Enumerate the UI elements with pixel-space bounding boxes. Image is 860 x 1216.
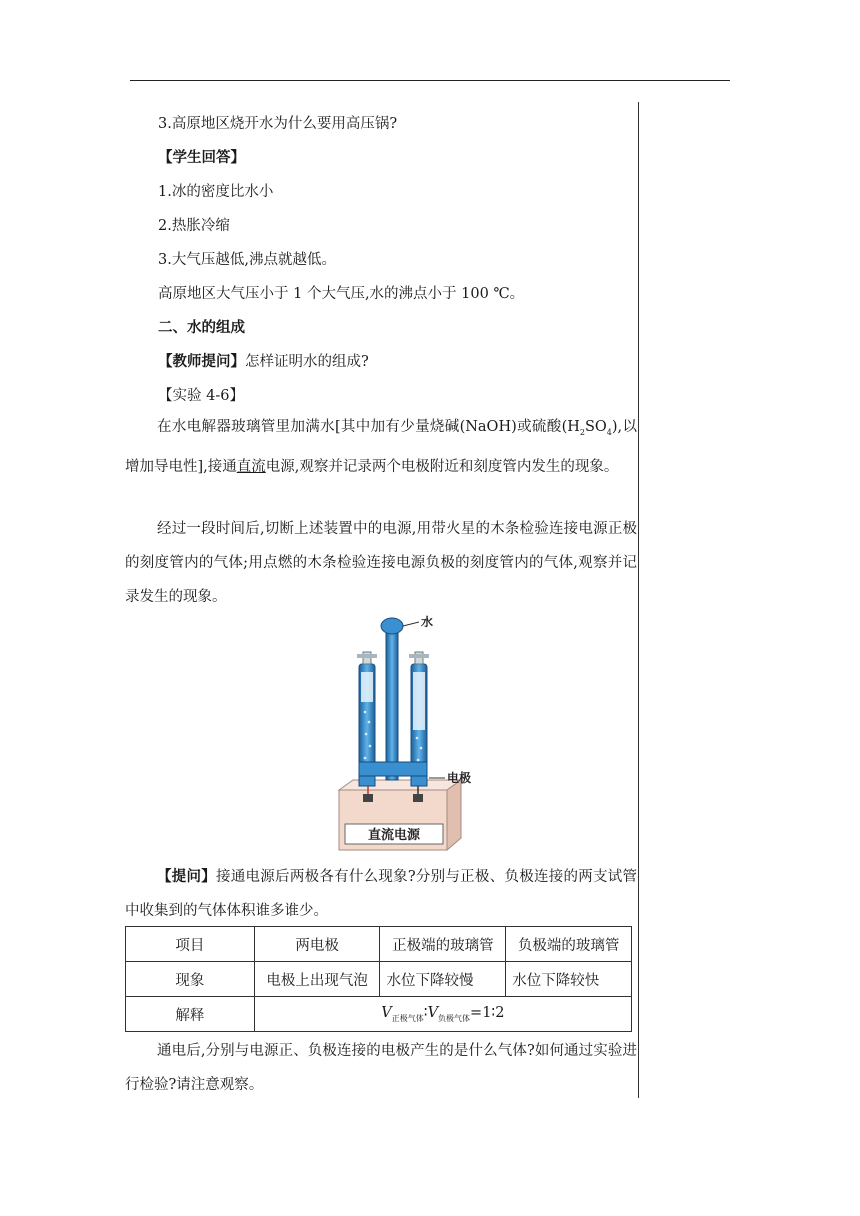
margin-rule	[638, 102, 639, 1098]
teacher-question	[158, 350, 369, 371]
table-cell: 负极端的玻璃管	[506, 927, 632, 962]
table-cell: 项目	[126, 927, 255, 962]
power-label: 直流电源	[367, 827, 421, 842]
center-tube	[386, 630, 398, 780]
question-paragraph	[125, 860, 637, 928]
right-electrode-holder	[411, 776, 427, 786]
ratio-sub2: 负极气体	[438, 1013, 471, 1023]
student-answer-header: 【学生回答】	[158, 149, 245, 166]
ratio-colon: ∶	[423, 1004, 428, 1021]
observation-table	[125, 926, 632, 1032]
para1-sub-4: 4	[606, 427, 612, 437]
table-cell: 正极端的玻璃管	[380, 927, 506, 962]
left-electrode-holder	[359, 776, 375, 786]
ratio-sub1: 正极气体	[391, 1013, 424, 1023]
ratio-v2: V	[427, 1004, 439, 1021]
para1-underlined: 直流	[236, 458, 266, 475]
ratio-v1: V	[381, 1004, 392, 1021]
table-cell: 电极上出现气泡	[254, 962, 380, 997]
closing-paragraph: 通电后,分别与电源正、负极连接的电极产生的是什么气体?如何通过实验进行检验?请注意观察。	[125, 1043, 637, 1093]
table-cell: 水位下降较快	[506, 962, 632, 997]
table-cell: 水位下降较慢	[380, 962, 506, 997]
reservoir-bulb	[381, 618, 403, 634]
water-label: 水	[421, 615, 434, 629]
power-supply-side	[447, 780, 461, 850]
power-supply-top	[339, 780, 461, 790]
terminal-right	[413, 794, 423, 802]
header-rule	[130, 80, 730, 81]
question-label: 【提问】	[157, 868, 217, 885]
teacher-question-text: 怎样证明水的组成?	[245, 354, 369, 370]
answer-1: 1.冰的密度比水小	[158, 184, 274, 200]
para1-sub-2: 2	[579, 427, 585, 437]
teacher-question-label: 【教师提问】	[158, 353, 245, 370]
section-heading: 二、水的组成	[158, 319, 245, 336]
question-text: 接通电源后两极各有什么现象?分别与正极、负极连接的两支试管中收集到的气体体积谁多谁少。	[125, 869, 637, 919]
table-row	[126, 927, 632, 962]
electrolysis-apparatus-figure	[333, 612, 483, 852]
experiment-label: 【实验 4-6】	[158, 388, 244, 404]
left-tube-gas	[361, 672, 373, 702]
experiment-paragraph-2: 经过一段时间后,切断上述装置中的电源,用带火星的木条检验连接电源正极的刻度管内的气体;用点燃的木条检验连接电源负极的刻度管内的气体,观察并记录发生的现象。	[125, 521, 637, 605]
table-row	[126, 962, 632, 997]
table-cell: 解释	[126, 997, 255, 1032]
connecting-tube	[359, 762, 427, 776]
table-cell: 两电极	[254, 927, 380, 962]
answer-3: 3.大气压越低,沸点就越低。	[158, 252, 336, 268]
para1-text-c: ),以增加导电性],接通	[125, 419, 637, 475]
table-cell: 现象	[126, 962, 255, 997]
terminal-left	[363, 794, 373, 802]
electrode-label: 电极	[447, 771, 472, 785]
left-stopcock-handle	[357, 654, 377, 658]
para1-text-a: 在水电解器玻璃管里加满水[其中加有少量烧碱(NaOH)或硫酸(H	[157, 419, 580, 435]
answer-note: 高原地区大气压小于 1 个大气压,水的沸点小于 100 ℃。	[158, 286, 525, 302]
volume-ratio-cell	[254, 997, 631, 1032]
answer-2: 2.热胀冷缩	[158, 218, 230, 234]
para1-text-b: SO	[584, 419, 607, 435]
table-row	[126, 997, 632, 1032]
right-tube-gas	[413, 672, 425, 730]
experiment-paragraph-1	[125, 410, 637, 484]
right-stopcock-handle	[409, 654, 429, 658]
ratio-rest: =1∶2	[470, 1004, 505, 1021]
para1-text-d: 电源,观察并记录两个电极附近和刻度管内发生的现象。	[265, 458, 619, 475]
question-3: 3.高原地区烧开水为什么要用高压锅?	[158, 116, 398, 132]
water-pointer	[403, 622, 419, 626]
